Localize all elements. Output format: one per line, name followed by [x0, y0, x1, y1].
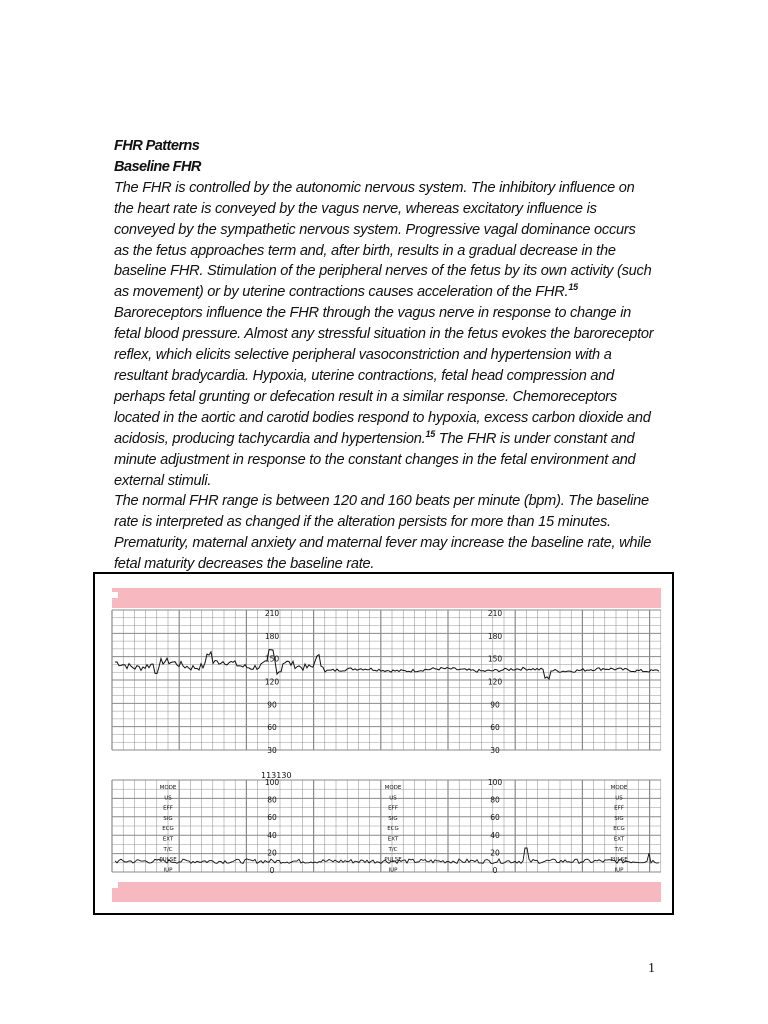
panel-legend-text: PULSE — [610, 857, 628, 864]
paragraph-autonomic-part3: The FHR is under constant and minute adjustment in response to the constant changes in the fetal environment and external stimuli. — [114, 430, 636, 489]
panel-legend-text: SIG — [163, 815, 173, 822]
panel-legend-text: EFF — [614, 805, 624, 812]
uc-scale-label: 0 — [492, 866, 498, 875]
fhr-scale-label: 150 — [264, 654, 280, 664]
pink-strip-top — [112, 588, 661, 608]
uc-scale-label: 100 — [487, 778, 503, 787]
fhr-scale-label: 210 — [487, 609, 503, 618]
uc-scale-label: 40 — [490, 830, 500, 840]
fhr-grid — [112, 610, 661, 750]
panel-legend-text: IUP — [614, 867, 624, 874]
fhr-scale-label: 60 — [267, 723, 277, 733]
panel-legend-text: ECG — [387, 826, 399, 833]
panel-legend-text: SIG — [388, 815, 398, 822]
paragraph-autonomic-part2: Baroreceptors influence the FHR through the vagus nerve in response to change in fetal blood pressure. Almost any stressful situation in the fetus evokes the baroreceptor reflex, which elicits selective peripheral vasoconstriction and hypertension with a resultant bradycardia. Hypoxia, uterine contractions, fetal head compression and perhaps fetal grunting or defecation result in a similar response. Chemoreceptors located in the aortic and carotid bodies respond to hypoxia, excess carbon dioxide and acidosis, producing tachycardia and hypertension. — [114, 305, 654, 447]
panel-legend-text: IUP — [388, 867, 398, 874]
panel-legend-text: T/C — [163, 846, 173, 853]
pink-strip-bottom — [112, 882, 661, 902]
panel-legend-text: PULSE — [384, 857, 402, 864]
panel-legend-text: MODE — [384, 785, 402, 791]
panel-legend-text: US — [389, 795, 397, 802]
uc-scale-label: 0 — [269, 866, 275, 875]
panel-legend-text: T/C — [388, 846, 398, 853]
fhr-scale-label: 120 — [264, 677, 280, 687]
fhr-scale-label: 90 — [267, 700, 277, 710]
fhr-scale-label: 180 — [487, 631, 503, 641]
panel-legend-text: MODE — [610, 785, 628, 791]
panel-legend-text: ECG — [162, 826, 174, 833]
uc-scale-label: 20 — [490, 848, 500, 858]
fhr-scale-label: 180 — [264, 631, 280, 641]
panel-legend-text: MODE — [159, 785, 177, 791]
panel-legend-text: EXT — [613, 836, 625, 843]
fhr-scale-label: 60 — [490, 723, 500, 733]
panel-legend-text: US — [164, 795, 172, 802]
reference-superscript: 15 — [425, 428, 435, 439]
fhr-scale-label: 150 — [487, 654, 503, 664]
panel-legend-text: US — [615, 795, 623, 802]
uc-scale-label: 100 — [264, 778, 280, 787]
panel-legend-text: SIG — [614, 815, 624, 822]
panel-legend-text: EXT — [387, 836, 399, 843]
heading-fhr-patterns: FHR Patterns — [114, 138, 200, 154]
uc-scale-label: 80 — [490, 795, 500, 805]
panel-legend-text: PULSE — [159, 857, 177, 864]
fhr-scale-label: 210 — [264, 609, 280, 618]
paragraph-autonomic — [114, 178, 654, 492]
paragraph-autonomic-part1: The FHR is controlled by the autonomic nervous system. The inhibitory influence on the heart rate is conveyed by the vagus nerve, whereas excitatory influence is conveyed by the sympathetic nervous system. Progressive vagal dominance occurs as the fetus approaches term and, after birth, results in a gradual decrease in the baseline FHR. Stimulation of the peripheral nerves of the fetus by its own activity (such as movement) or by uterine contractions causes acceleration of the FHR. — [114, 179, 652, 301]
fhr-scale-label: 120 — [487, 677, 503, 687]
heading-baseline-fhr: Baseline FHR — [114, 158, 201, 175]
ctg-strip-image — [95, 574, 672, 913]
panel-legend-text: T/C — [614, 846, 624, 853]
chart-id-label: 113130 — [261, 771, 292, 780]
fhr-scale-label: 30 — [267, 746, 277, 755]
fhr-scale-label: 90 — [490, 700, 500, 710]
reference-superscript: 15 — [568, 282, 578, 293]
fhr-scale-label: 30 — [490, 746, 500, 755]
panel-legend-text: EXT — [162, 836, 174, 843]
uc-scale-label: 60 — [267, 813, 277, 823]
main-text — [114, 136, 654, 575]
ctg-figure — [93, 572, 674, 915]
panel-legend-text: ECG — [613, 826, 625, 833]
uc-scale-label: 20 — [267, 848, 277, 858]
uc-scale-label: 80 — [267, 795, 277, 805]
page-number: 1 — [648, 961, 655, 976]
panel-legend-text: EFF — [163, 805, 173, 812]
panel-legend-text: IUP — [163, 867, 173, 874]
panel-legend-text: EFF — [388, 805, 398, 812]
paragraph-normal-range: The normal FHR range is between 120 and 160 beats per minute (bpm). The baseline rate is interpreted as changed if the alteration persists for more than 15 minutes. Prematurity, maternal anxiety and maternal fever may increase the baseline rate, while fetal maturity decreases the baseline rate. — [114, 493, 652, 573]
uc-scale-label: 60 — [490, 813, 500, 823]
uc-scale-label: 40 — [267, 830, 277, 840]
